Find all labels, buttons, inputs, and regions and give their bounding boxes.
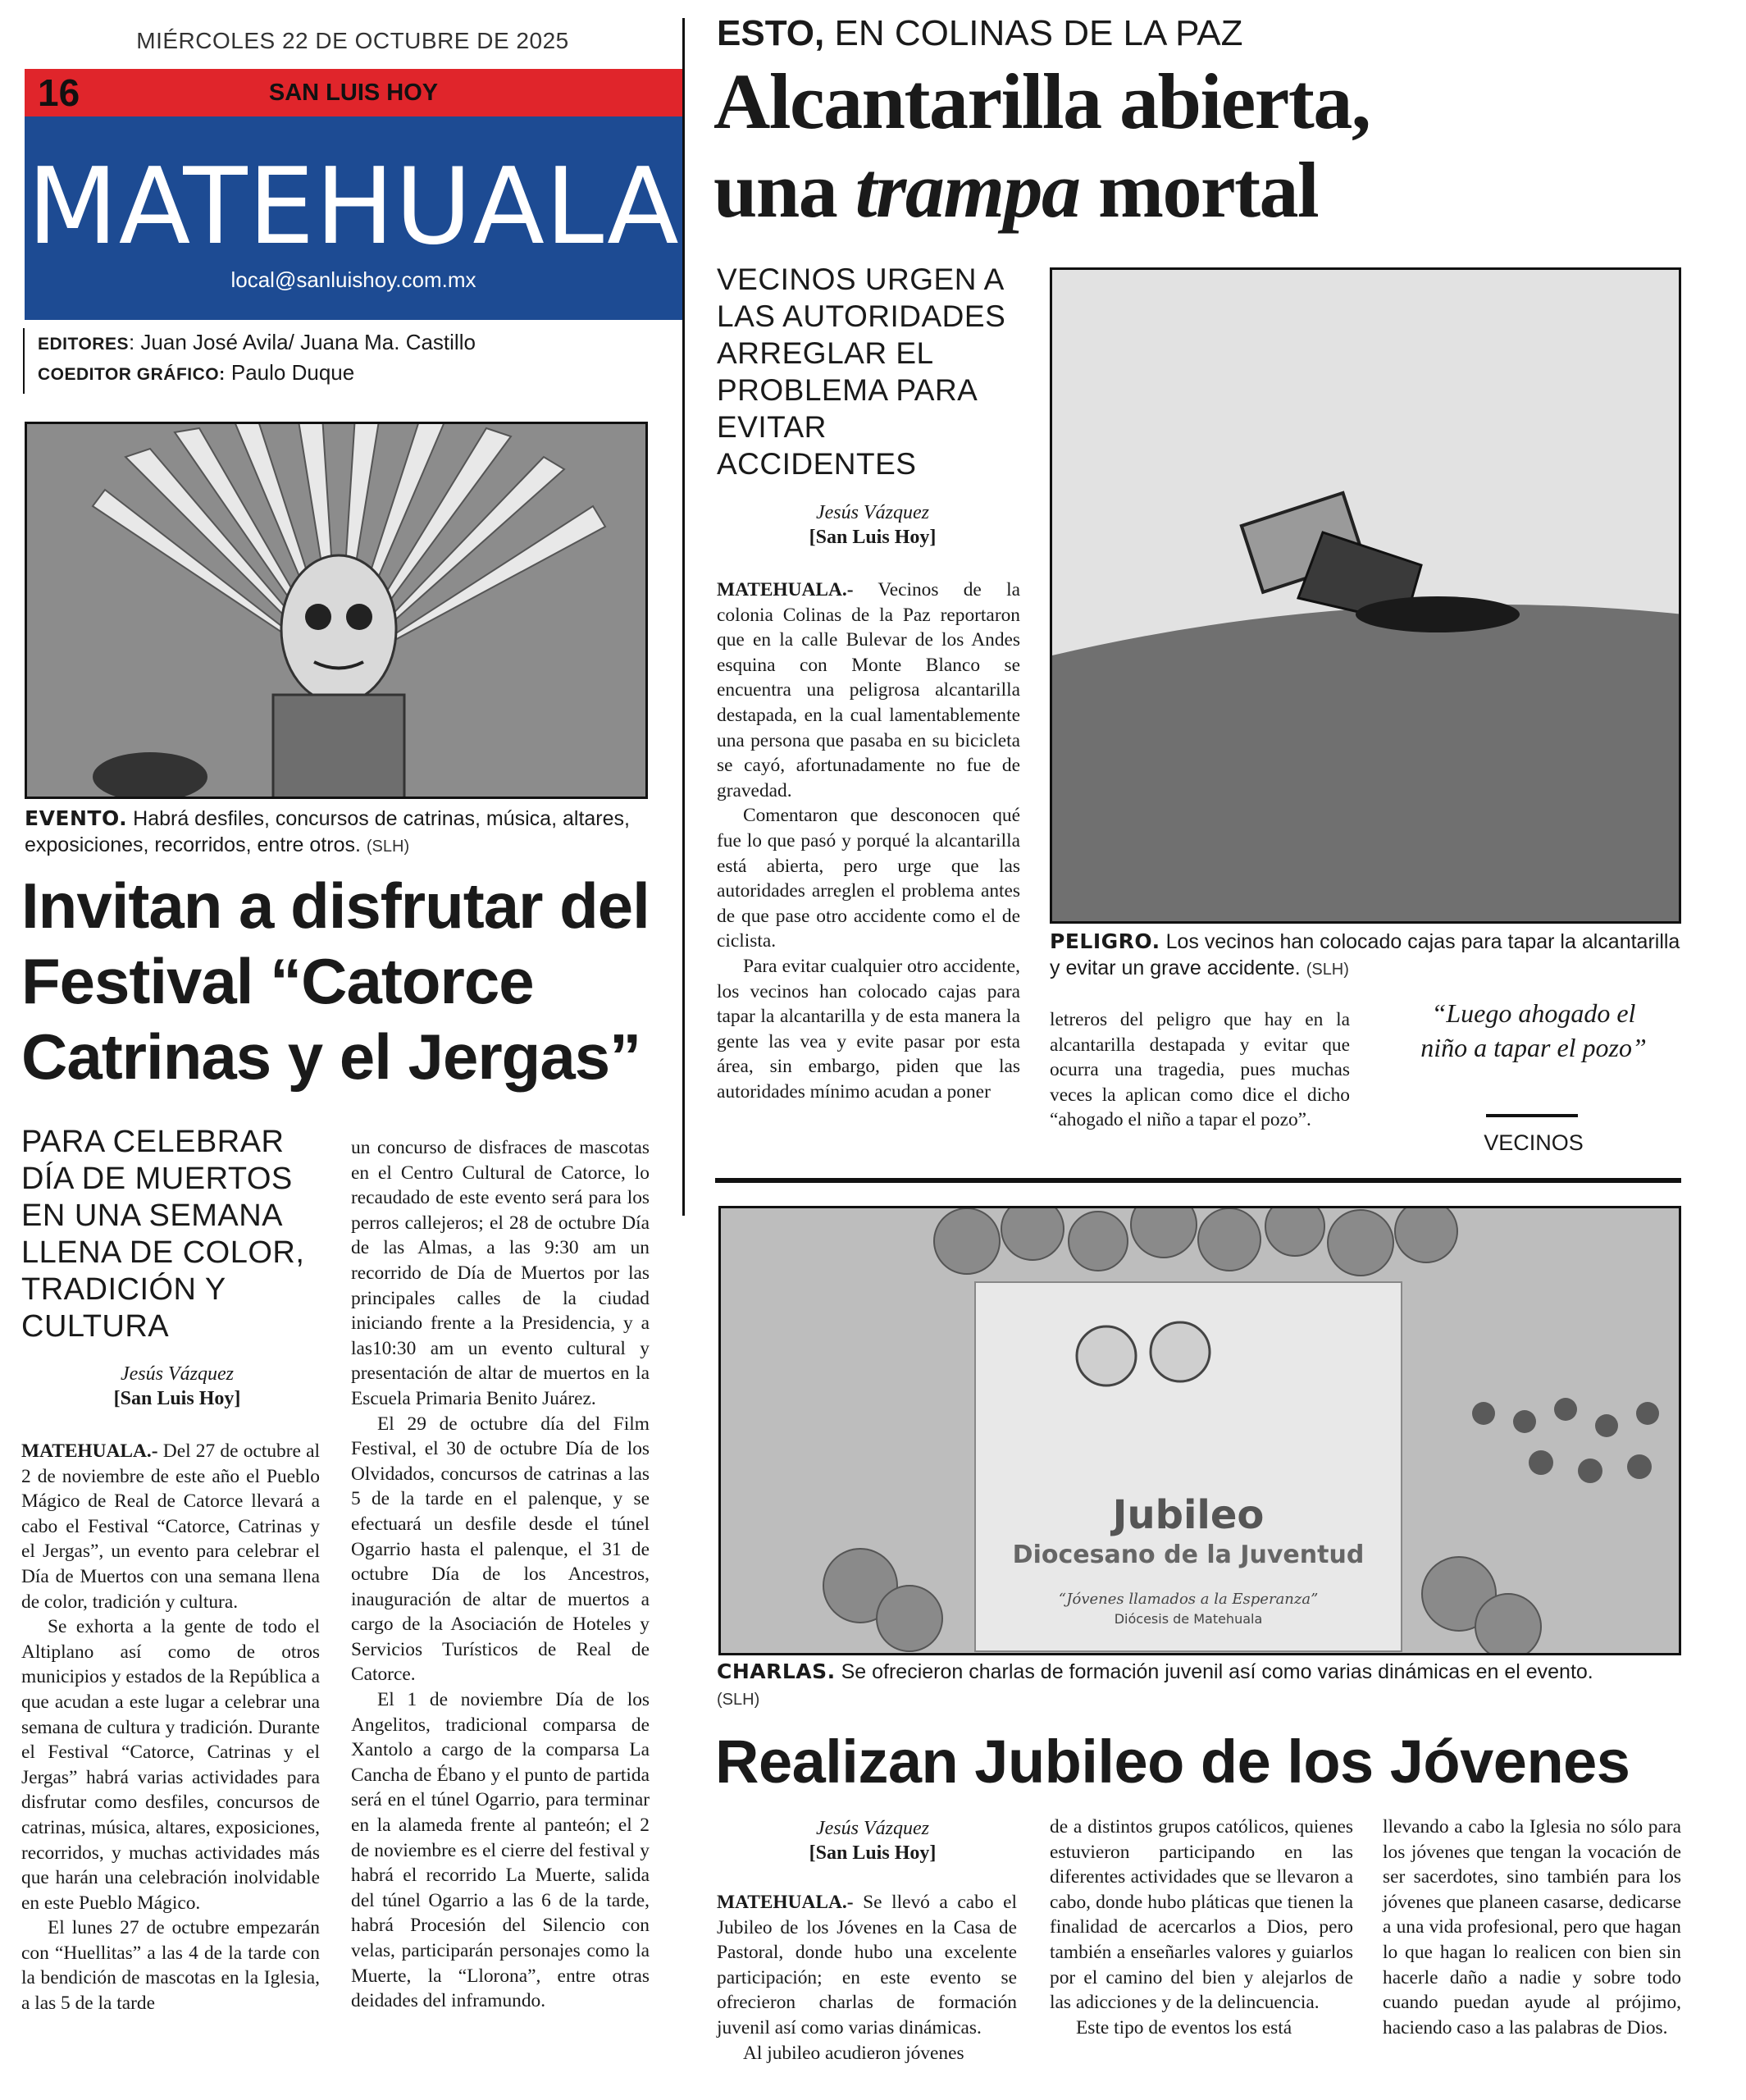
paragraph: Vecinos de la colonia Colinas de la Paz reportaron que en la calle Bulevar de los Andes esquina con Monte Blanco se encuentra una peligrosa alcantarilla destapada, en la cual lamentablemente una persona que pasaba en su bicicleta se cayó, afortunadamente no fue de gravedad. [717, 579, 1020, 801]
jubileo-column-3 [1383, 1815, 1681, 2040]
paragraph: de a distintos grupos católicos, quienes estuvieron participando en las diferentes actividades que se llevaron a cabo, donde hubo pláticas que tienen la finalidad de acercarlos a Dios, pero también a enseñarles valores y guiarlos por el camino del bien y alejarlos de las adicciones y de la delincuencia. [1050, 1816, 1353, 2014]
pull-quote: “Luego ahogado el niño a tapar el pozo” [1420, 998, 1647, 1062]
page-number: 16 [38, 71, 80, 114]
jubileo-column-1 [717, 1890, 1017, 2066]
festival-deck: PARA CELEBRAR DÍA DE MUERTOS EN UNA SEMANA LLENA DE COLOR, TRADICIÓN Y CULTURA [21, 1125, 305, 1344]
caption-text: Habrá desfiles, concursos de catrinas, música, altares, exposiciones, recorridos, entre otros. [25, 807, 630, 856]
caption-credit: (SLH) [366, 838, 410, 856]
open-sewer-illustration [1052, 270, 1681, 924]
paragraph: un concurso de disfraces de mascotas en el Centro Cultural de Catorce, lo recaudado de este evento será para los perros callejeros; el 28 de octubre Día de las Almas, a las 9:30 am un recorrido de Día de Muertos por las principales calles de la ciudad iniciando frente a la Presidencia, y a las10:30 am un evento cultural y presentación de altar de muertos en la Escuela Primaria Benito Juárez. [351, 1137, 650, 1409]
paragraph: Del 27 de octubre al 2 de noviembre de este año el Pueblo Mágico de Real de Catorce llevará a cabo el Festival “Catorce, Catrinas y el Jergas”, un evento para celebrar el Día de Muertos con una semana llena de color, tradición y cultura. [21, 1440, 320, 1613]
paragraph: El 29 de octubre día del Film Festival, el 30 de octubre Día de los Olvidados, concursos de catrinas a las 5 de la tarde en el palenque, y se efectuará un desfile desde el túnel Ogarrio hasta el palenque, el 31 de octubre Día de los Ancestros, inauguración de altar de muertos a cargo de la Asociación de Hoteles y Servicios Turísticos de Real de Catorce. [351, 1413, 650, 1686]
caption-label: PELIGRO. [1050, 929, 1160, 953]
festival-headline: Invitan a disfrutar del Festival “Catorce Catrinas y el Jergas” [21, 870, 650, 1093]
headdress-dancer-illustration [27, 424, 648, 799]
jubileo-byline [717, 1816, 1028, 1865]
jubileo-column-2 [1050, 1815, 1353, 2040]
caption-label: EVENTO. [25, 806, 128, 830]
caption-text: Se ofrecieron charlas de formación juvenil así como varias dinámicas en el evento. [841, 1660, 1593, 1683]
caption-credit: (SLH) [1306, 961, 1349, 979]
author-name: Jesús Vázquez [121, 1363, 234, 1385]
editors-credits: EDITORES: Juan José Avila/ Juana Ma. Castillo COEDITOR GRÁFICO: Paulo Duque [38, 330, 476, 385]
headline-line-2: una trampa mortal [713, 146, 1319, 234]
jubileo-caption [717, 1659, 1684, 1713]
festival-byline [21, 1362, 333, 1411]
paragraph: letreros del peligro que hay en la alcantarilla destapada y evitar que ocurra una tragedia, pues muchas veces la aplican como dice el dicho “ahogado el niño a tapar el pozo”. [1050, 1009, 1350, 1131]
section-title: MATEHUALA [27, 146, 680, 268]
sewer-caption [1050, 929, 1681, 983]
jubileo-event-illustration [721, 1208, 1681, 1655]
issue-date: MIÉRCOLES 22 DE OCTUBRE DE 2025 [136, 28, 569, 53]
dateline: MATEHUALA.- [717, 1892, 854, 1913]
festival-photo [25, 422, 648, 799]
editors-divider [23, 328, 25, 394]
alcantarilla-kicker [717, 11, 1242, 56]
sign-subtitle: Diocesano de la Juventud [1012, 1541, 1365, 1569]
jubileo-headline: Realizan Jubileo de los Jóvenes [715, 1728, 1630, 1796]
alcantarilla-column-2 [1050, 1007, 1350, 1133]
festival-column-2 [351, 1135, 650, 2014]
kicker-bold: ESTO, [717, 13, 825, 53]
headline-italic: trampa [855, 146, 1080, 234]
dateline: MATEHUALA.- [717, 579, 854, 600]
column-divider [682, 18, 685, 1216]
pull-quote-rule [1486, 1114, 1578, 1117]
paragraph: llevando a cabo la Iglesia no sólo para los jóvenes que tengan la vocación de ser sacerdotes, sino también para los jóvenes que planeen casarse, dedicarse a una vida profesional, pero que hagan lo que hagan lo realicen con bien sin hacerle daño a nadie y sobre todo cuando puedan ayude al prójimo, haciendo caso a las palabras de Dios. [1383, 1816, 1681, 2038]
coeditor-name: Paulo Duque [230, 360, 355, 385]
paragraph: El 1 de noviembre Día de los Angelitos, tradicional comparsa de Xantolo a cargo de la comparsa La Cancha de Ébano y el punto de partida será en el túnel Ogarrio, para terminar en la alameda frente al panteón; el 2 de noviembre es el cierre del festival y habrá el recorrido La Muerte, salida del túnel Ogarrio a las 6 de la tarde, habrá Procesión del Silencio con velas, participarán personajes como la Muerte, la “Llorona”, entre otras deidades del inframundo. [351, 1689, 650, 2012]
alcantarilla-column-1 [717, 578, 1020, 1104]
sign-diocese: Diócesis de Matehuala [1114, 1611, 1263, 1627]
alcantarilla-byline [717, 500, 1028, 550]
paragraph: Al jubileo acudieron jóvenes [743, 2042, 964, 2064]
editors-label: EDITORES [38, 335, 129, 354]
author-name: Jesús Vázquez [816, 1818, 929, 1839]
caption-text: Los vecinos han colocado cajas para tapar la alcantarilla y evitar un grave accidente. [1050, 930, 1680, 979]
paragraph: Se exhorta a la gente de todo el Altiplano así como de otros municipios y estados de la República a que acudan a este lugar a celebrar una semana de cultura y tradición. Durante el Festival “Catorce, Catrinas y el Jergas” habrá varias actividades para disfrutar como desfiles, concursos de catrinas, música, altares, exposiciones, recorridos, y muchas actividades más que harán una celebración inolvidable en este Pueblo Mágico. [21, 1616, 320, 1914]
sewer-photo [1050, 267, 1681, 924]
author-publication: [San Luis Hoy] [809, 1842, 937, 1864]
alcantarilla-deck: VECINOS URGEN A LAS AUTORIDADES ARREGLAR EL PROBLEMA PARA EVITAR ACCIDENTES [717, 262, 1006, 481]
jubileo-photo [718, 1206, 1681, 1655]
headline-line-1: Alcantarilla abierta, [713, 57, 1370, 145]
festival-column-1 [21, 1439, 320, 2016]
caption-label: CHARLAS. [717, 1659, 836, 1683]
section-divider [715, 1178, 1681, 1183]
editors-names: Juan José Avila/ Juana Ma. Castillo [140, 330, 476, 354]
author-publication: [San Luis Hoy] [113, 1388, 241, 1409]
coeditor-label: COEDITOR GRÁFICO: [38, 365, 226, 384]
author-publication: [San Luis Hoy] [809, 527, 937, 548]
paragraph: Este tipo de eventos los está [1076, 2016, 1292, 2038]
paragraph: Comentaron que desconocen qué fue lo que pasó y porqué la alcantarilla está abierta, pero urge que las autoridades arreglen el problema antes de que pase otro accidente como el de ciclista. [717, 805, 1020, 952]
kicker-rest: EN COLINAS DE LA PAZ [834, 13, 1243, 53]
paragraph: El lunes 27 de octubre empezarán con “Huellitas” a las 4 de la tarde con la bendición de mascotas en la Iglesia, a las 5 de la tarde [21, 1917, 320, 2015]
section-email[interactable]: local@sanluishoy.com.mx [230, 267, 476, 292]
paragraph: Se llevó a cabo el Jubileo de los Jóvenes en la Casa de Pastoral, donde hubo una excelente participación; en este evento se ofrecieron charlas de formación juvenil así como varias dinámicas. [717, 1892, 1017, 2038]
alcantarilla-headline [713, 57, 1698, 235]
sign-title: Jubileo [1112, 1492, 1265, 1538]
caption-credit: (SLH) [717, 1691, 760, 1709]
sign-motto: “Jóvenes llamados a la Esperanza” [1058, 1591, 1319, 1608]
festival-caption [25, 806, 664, 860]
paragraph: Para evitar cualquier otro accidente, los vecinos han colocado cajas para tapar la alcantarilla y de esta manera la gente las vea y evite pasar por esta área, sin embargo, piden que las autoridades mínimo acudan a poner [717, 955, 1020, 1102]
publication-name: SAN LUIS HOY [268, 80, 439, 106]
author-name: Jesús Vázquez [816, 502, 929, 523]
pull-quote-attribution: VECINOS [1484, 1130, 1584, 1155]
dateline: MATEHUALA.- [21, 1440, 158, 1462]
